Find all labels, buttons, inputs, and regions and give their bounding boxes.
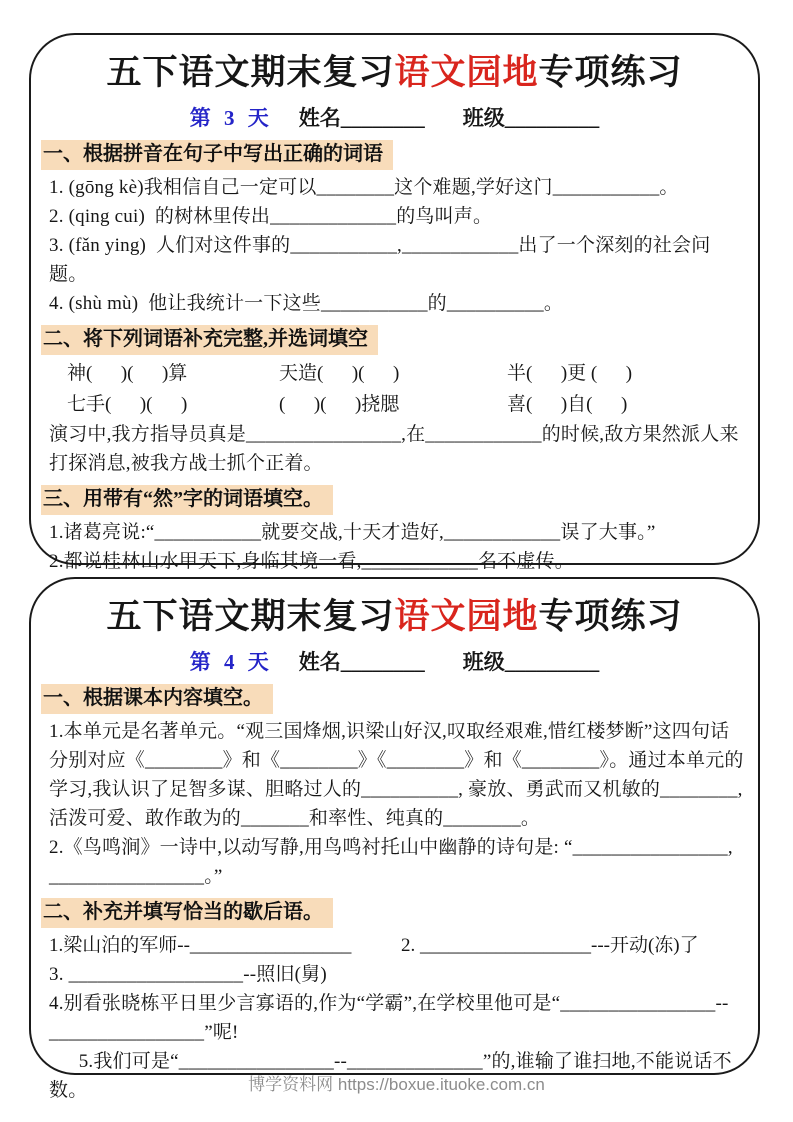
section-2-header [41, 325, 748, 355]
worksheet-title [41, 51, 748, 95]
xiehouyu-item: 5.我们可是“________________--______________”的,谁输了谁扫地,不能说话不数。 [49, 1051, 732, 1101]
class-label: 班级 [462, 650, 505, 674]
xiehouyu-item: 4.别看张晓栋平日里少言寡语的,作为“学霸”,在学校里他可是“________________--________________”呢! [49, 993, 729, 1043]
title-text-left: 五下语文期末复习 [106, 597, 395, 636]
idiom-cell: 喜( )自( ) [507, 394, 628, 415]
section-1-header [41, 140, 748, 170]
day-number-label: 第 4 天 [189, 650, 273, 674]
section-2-heading: 二、将下列词语补充完整,并选词填空 [41, 325, 378, 355]
question-line: 1.诸葛亮说:“___________就要交战,十天才造好,____________误了大事。” [49, 522, 656, 543]
worksheet-card-day3 [29, 33, 760, 572]
name-blank: ________ [340, 650, 425, 674]
title-text-red: 语文园地 [394, 53, 539, 92]
title-text-left: 五下语文期末复习 [106, 53, 395, 92]
idiom-cell: 天造( )( ) [279, 363, 400, 384]
idiom-row [67, 389, 748, 420]
class-blank: _________ [504, 650, 600, 674]
idiom-cell: 神( )( )算 [67, 363, 188, 384]
question-line: 3. (fǎn ying) 人们对这件事的___________,____________出了一个深刻的社会问题。 [49, 235, 711, 285]
idiom-cell: 七手( )( ) [67, 394, 188, 415]
question-line: 2.《鸟鸣涧》一诗中,以动写静,用鸟鸣衬托山中幽静的诗句是: “________________, ________________。” [49, 837, 738, 887]
xiehouyu-item: 1.梁山泊的军师--_________________ [49, 935, 352, 956]
section-2-heading: 二、补充并填写恰当的歇后语。 [41, 898, 333, 928]
day-number-label: 第 3 天 [189, 106, 273, 130]
class-label: 班级 [462, 106, 505, 130]
worksheet-title [41, 595, 748, 639]
xiehouyu-row [49, 931, 748, 960]
day-header-row [41, 103, 748, 133]
fill-in-paragraph: 演习中,我方指导员真是________________,在____________的时候,敌方果然派人来打探消息,被我方战士抓个正着。 [49, 424, 739, 474]
name-blank: ________ [340, 106, 425, 130]
name-label: 姓名 [298, 650, 341, 674]
title-text-red: 语文园地 [394, 597, 539, 636]
day-header-row [41, 647, 748, 677]
section-1-heading: 一、根据课本内容填空。 [41, 684, 273, 714]
section-3-heading: 三、用带有“然”字的词语填空。 [41, 485, 333, 515]
question-line: 2.都说桂林山水甲天下,身临其境一看,____________名不虚传。 [49, 551, 574, 572]
idiom-row [67, 358, 748, 389]
section-1-heading: 一、根据拼音在句子中写出正确的词语 [41, 140, 393, 170]
title-text-right: 专项练习 [538, 53, 683, 92]
xiehouyu-item: 3. __________________--照旧(舅) [49, 964, 327, 985]
title-text-right: 专项练习 [538, 597, 683, 636]
section-3-header [41, 485, 748, 515]
xiehouyu-item: 2. __________________---开动(冻)了 [401, 935, 699, 956]
footer-watermark: 博学资料网 https://boxue.ituoke.com.cn [248, 1075, 545, 1094]
idiom-cell: 半( )更 ( ) [507, 363, 633, 384]
question-line: 2. (qing cui) 的树林里传出_____________的鸟叫声。 [49, 206, 493, 227]
section-2-header [41, 898, 748, 928]
name-label: 姓名 [298, 106, 341, 130]
section-1-header [41, 684, 748, 714]
idiom-cell: ( )( )挠腮 [279, 394, 400, 415]
question-line: 1. (gōng kè)我相信自己一定可以________这个难题,学好这门___________。 [49, 177, 679, 198]
class-blank: _________ [504, 106, 600, 130]
question-line: 1.本单元是名著单元。“观三国烽烟,识梁山好汉,叹取经艰难,惜红楼梦断”这四句话分别对应《________》和《________》《________》和《________》。通过本单元的学习,我认识了足智多谋、胆略过人的__________, 豪放、勇武而又机敏的________,活泼可爱、敢作敢为的_______和率性、纯真的________。 [49, 721, 744, 829]
question-line: 4. (shù mù) 他让我统计一下这些___________的__________。 [49, 293, 564, 314]
